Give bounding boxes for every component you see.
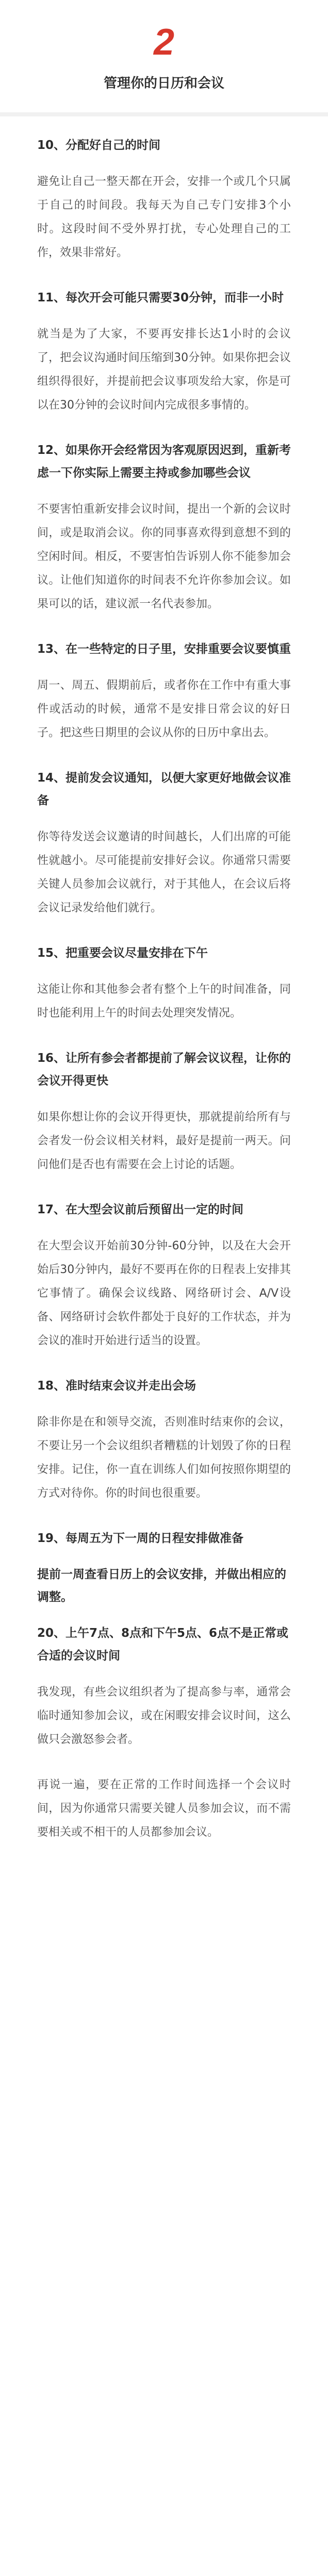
section-body: 周一、周五、假期前后，或者你在工作中有重大事件或活动的时候，通常不是安排日常会议的好日子。把这些日期里的会议从你的日历中拿出去。 [37,679,291,739]
section-15 [37,942,291,1025]
section-11 [37,286,291,417]
section-heading: 16、让所有参会者都提前了解会议议程，让你的会议开得更快 [37,1052,291,1088]
section-body: 避免让自己一整天都在开会，安排一个或几个只属于自己的时间段。我每天为自己专门安排3个小时。这段时间不受外界打扰，专心处理自己的工作，效果非常好。 [37,175,291,259]
section-divider [0,112,328,116]
section-body: 不要害怕重新安排会议时间，提出一个新的会议时间，或是取消会议。你的同事喜欢得到意想不到的空闲时间。相反，不要害怕告诉别人你不能参加会议。让他们知道你的时间表不允许你参加会议。如果可以的话，建议派一名代表参加。 [37,503,291,611]
section-heading: 12、如果你开会经常因为客观原因迟到，重新考虑一下你实际上需要主持或参加哪些会议 [37,444,291,480]
section-heading: 19、每周五为下一周的日程安排做准备 [37,1532,244,1545]
chapter-number: 2 [153,22,175,63]
section-body: 我发现，有些会议组织者为了提高参与率，通常会临时通知参加会议，或在闲暇安排会议时间，这么做只会激怒参会者。 [37,1686,291,1746]
section-body: 再说一遍，要在正常的工作时间选择一个会议时间，因为你通常只需要关键人员参加会议，而不需要相关或不相干的人员都参加会议。 [37,1778,291,1839]
section-16 [37,1047,291,1177]
section-heading: 10、分配好自己的时间 [37,139,161,152]
section-20-continued [37,1773,291,1844]
section-body: 如果你想让你的会议开得更快，那就提前给所有与会者发一份会议相关材料，最好是提前一两天。问问他们是否也有需要在会上讨论的话题。 [37,1111,291,1171]
section-body: 就当是为了大家，不要再安排长达1小时的会议了，把会议沟通时间压缩到30分钟。如果你把会议组织得很好，并提前把会议事项发给大家，你是可以在30分钟的会议时间内完成很多事情的。 [37,328,291,412]
section-20 [37,1622,291,1752]
section-19 [37,1527,291,1550]
section-heading: 20、上午7点、8点和下午5点、6点不是正常或合适的会议时间 [37,1626,289,1663]
section-heading: 18、准时结束会议并走出会场 [37,1379,196,1393]
section-heading: 11、每次开会可能只需要30分钟，而非一小时 [37,291,284,304]
section-body: 除非你是在和领导交流，否则准时结束你的会议，不要让另一个会议组织者糟糕的计划毁了你的日程安排。记住，你一直在训练人们如何按照你期望的方式对待你。你的时间也很重要。 [37,1416,291,1500]
section-10 [37,134,291,265]
section-body: 在大型会议开始前30分钟-60分钟，以及在大会开始后30分钟内，最好不要再在你的日程表上安排其它事情了。确保会议线路、网络研讨会、A/V设备、网络研讨会软件都处于良好的工作状态，并为会议的准时开始进行适当的设置。 [37,1240,291,1347]
chapter-title: 管理你的日历和会议 [103,76,224,91]
section-17 [37,1198,291,1353]
section-body: 你等待发送会议邀请的时间越长，人们出席的可能性就越小。尽可能提前安排好会议。你通常只需要关键人员参加会议就行，对于其他人，在会议后将会议记录发给他们就行。 [37,831,291,914]
section-heading: 17、在大型会议前后预留出一定的时间 [37,1203,244,1216]
section-heading: 13、在一些特定的日子里，安排重要会议要慎重 [37,642,291,656]
section-body: 这能让你和其他参会者有整个上午的时间准备，同时也能利用上午的时间去处理突发情况。 [37,983,291,1020]
section-19-note [37,1563,291,1608]
section-heading: 14、提前发会议通知，以便大家更好地做会议准备 [37,771,291,807]
section-12 [37,439,291,616]
section-heading: 15、把重要会议尽量安排在下午 [37,946,208,960]
section-heading: 提前一周查看日历上的会议安排，并做出相应的调整。 [37,1568,286,1604]
section-14 [37,767,291,920]
section-18 [37,1375,291,1505]
section-13 [37,638,291,745]
